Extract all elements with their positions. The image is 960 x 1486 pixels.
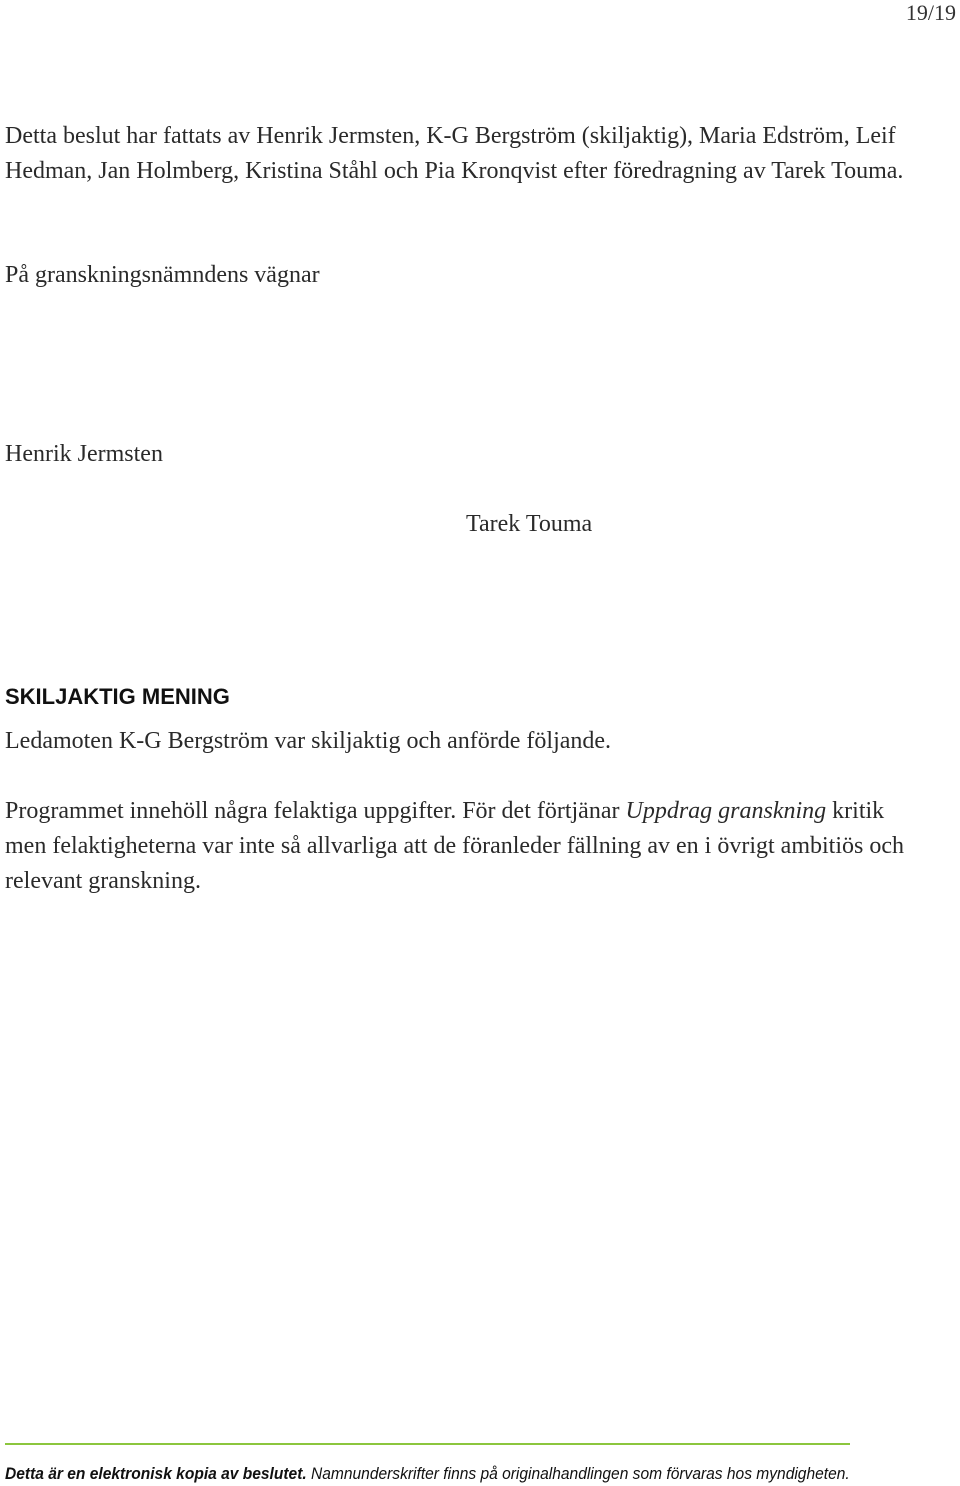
page-number: 19/19 <box>905 0 956 25</box>
signature-chair: Henrik Jermsten <box>5 441 163 467</box>
decision-statement: Detta beslut har fattats av Henrik Jermsten, K-G Bergström (skiljaktig), Maria Edström, Leif Hedman, Jan Holmberg, Kristina Ståhl och Pia Kronqvist efter föredragning av Tarek Touma. <box>5 123 904 184</box>
dissent-body <box>5 794 905 899</box>
footer-notice-bold: Detta är en elektronisk kopia av beslutet. <box>5 1464 307 1483</box>
signature-rapporteur: Tarek Touma <box>466 511 593 537</box>
dissent-body-end: kritik men felaktigheterna var inte så allvarliga att de föranleder fällning av en i övrigt ambitiös och relevant granskning. <box>5 798 904 894</box>
footer-divider <box>5 1443 850 1445</box>
on-behalf-line: På granskningsnämndens vägnar <box>5 262 320 288</box>
dissent-heading: SKILJAKTIG MENING <box>5 684 230 709</box>
dissent-body-start: Programmet innehöll några felaktiga uppgifter. För det förtjänar <box>5 798 626 824</box>
footer-notice-text: Namnunderskrifter finns på originalhandlingen som förvaras hos myndigheten. <box>306 1464 850 1483</box>
program-title: Uppdrag granskning <box>625 798 827 824</box>
dissent-intro: Ledamoten K-G Bergström var skiljaktig och anförde följande. <box>5 728 612 754</box>
footer-notice <box>5 1463 850 1485</box>
